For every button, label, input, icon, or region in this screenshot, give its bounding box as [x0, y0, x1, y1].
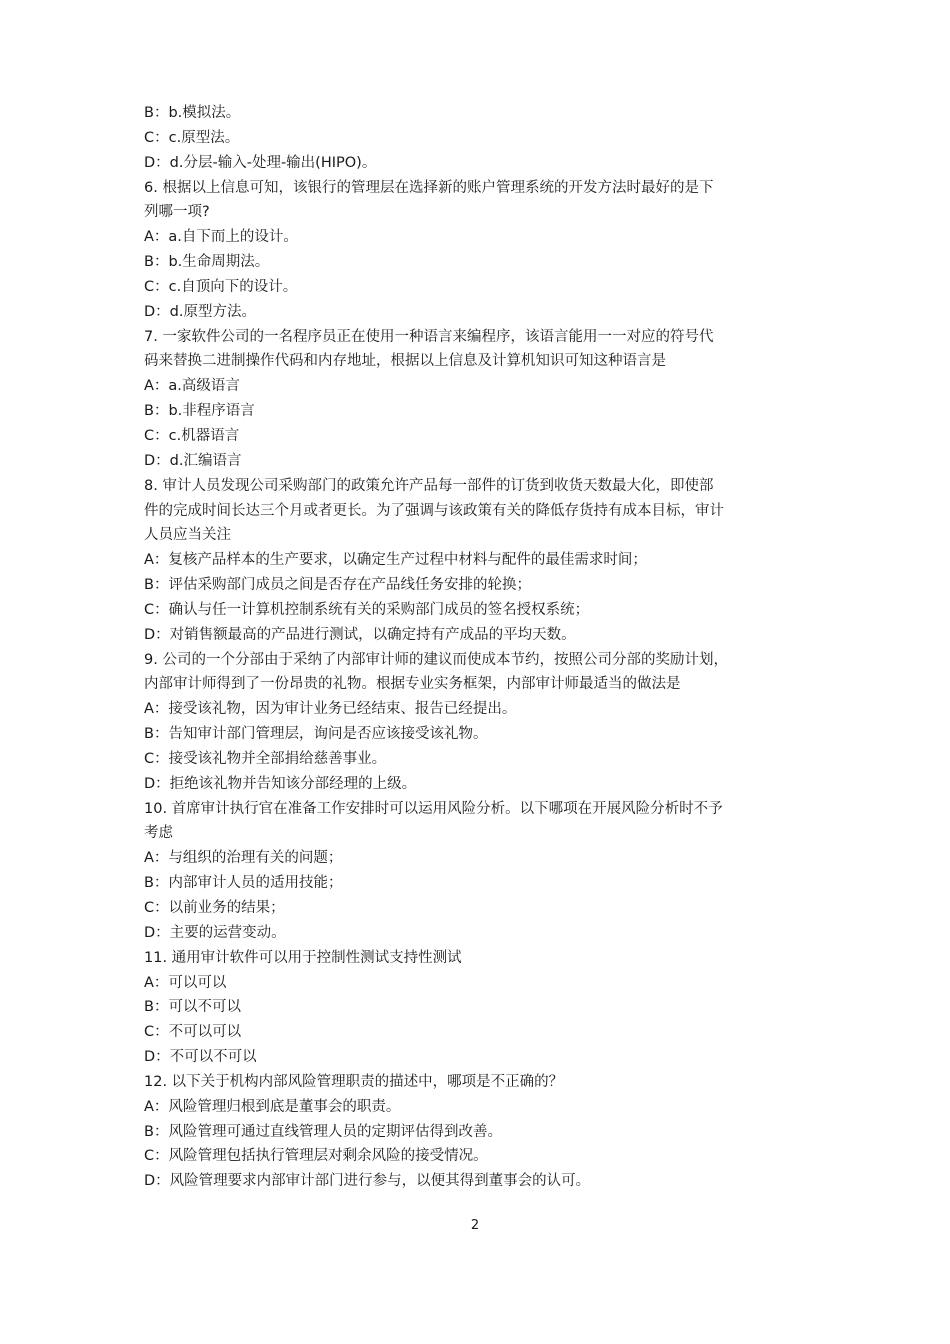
answer-option: C：接受该礼物并全部捐给慈善事业。	[144, 750, 387, 767]
document-body	[144, 101, 808, 1194]
answer-option: B：b.生命周期法。	[144, 254, 270, 271]
answer-option: D：d.汇编语言	[144, 452, 242, 469]
question-text-line: 9. 公司的一个分部由于采纳了内部审计师的建议而使成本节约，按照公司分部的奖励计划，	[144, 651, 728, 668]
answer-option: A：与组织的治理有关的问题；	[144, 850, 343, 867]
answer-option: D：风险管理要求内部审计部门进行参与，以便其得到董事会的认可。	[144, 1173, 591, 1190]
answer-option: C：以前业务的结果；	[144, 900, 285, 916]
answer-option: B：b.模拟法。	[144, 105, 241, 121]
question-text-line: 12. 以下关于机构内部风险管理职责的描述中，哪项是不正确的？	[144, 1073, 564, 1090]
question-text-line: 8. 审计人员发现公司采购部门的政策允许产品每一部件的订货到收货天数最大化，即使部	[144, 477, 714, 494]
answer-option: D：d.原型方法。	[144, 303, 256, 320]
answer-option: B：风险管理可通过直线管理人员的定期评估得到改善。	[144, 1123, 502, 1140]
question-text-line: 6. 根据以上信息可知，该银行的管理层在选择新的账户管理系统的开发方法时最好的是下	[144, 179, 714, 196]
question-text-line: 件的完成时间长达三个月或者更长。为了强调与该政策有关的降低存货持有成本目标，审计	[144, 502, 724, 519]
answer-option: A：接受该礼物，因为审计业务已经结束、报告已经提出。	[144, 701, 517, 718]
answer-option: D：d.分层-输入-处理-输出(HIPO)。	[144, 154, 377, 171]
question-text-line: 码来替换二进制操作代码和内存地址，根据以上信息及计算机知识可知这种语言是	[144, 353, 666, 370]
answer-option: C：确认与任一计算机控制系统有关的采购部门成员的签名授权系统；	[144, 601, 590, 618]
question-text-line: 11. 通用审计软件可以用于控制性测试支持性测试	[144, 949, 462, 966]
answer-option: B：b.非程序语言	[144, 403, 255, 420]
answer-option: C：c.原型法。	[144, 129, 240, 146]
answer-option: D：拒绝该礼物并告知该分部经理的上级。	[144, 775, 417, 792]
answer-option: A：可以可以	[144, 974, 227, 991]
question-text-line: 10. 首席审计执行官在准备工作安排时可以运用风险分析。以下哪项在开展风险分析时不予	[144, 800, 723, 817]
answer-option: C：c.机器语言	[144, 427, 240, 444]
answer-option: D：主要的运营变动。	[144, 924, 286, 941]
question-text-line: 列哪一项?	[144, 204, 210, 221]
answer-option: D：对销售额最高的产品进行测试，以确定持有产成品的平均天数。	[144, 626, 576, 643]
answer-option: B：评估采购部门成员之间是否存在产品线任务安排的轮换；	[144, 577, 531, 594]
answer-option: B：告知审计部门管理层，询问是否应该接受该礼物。	[144, 726, 488, 743]
answer-option: A：风险管理归根到底是董事会的职责。	[144, 1098, 401, 1115]
question-text-line: 内部审计师得到了一份昂贵的礼物。根据专业实务框架，内部审计师最适当的做法是	[144, 676, 681, 693]
answer-option: A：复核产品样本的生产要求，以确定生产过程中材料与配件的最佳需求时间；	[144, 552, 647, 569]
answer-option: A：a.高级语言	[144, 378, 240, 395]
answer-option: A：a.自下而上的设计。	[144, 229, 298, 246]
answer-option: D：不可以不可以	[144, 1049, 257, 1066]
answer-option: C：不可以可以	[144, 1024, 242, 1041]
answer-option: B：内部审计人员的适用技能；	[144, 875, 343, 892]
question-text-line: 7. 一家软件公司的一名程序员正在使用一种语言来编程序，该语言能用一一对应的符号代	[144, 328, 714, 345]
page-number: 2	[470, 1218, 480, 1233]
answer-option: C：风险管理包括执行管理层对剩余风险的接受情况。	[144, 1148, 488, 1165]
question-text-line: 人员应当关注	[144, 527, 231, 544]
answer-option: B：可以不可以	[144, 999, 241, 1016]
question-text-line: 考虑	[144, 825, 173, 842]
answer-option: C：c.自顶向下的设计。	[144, 278, 298, 295]
